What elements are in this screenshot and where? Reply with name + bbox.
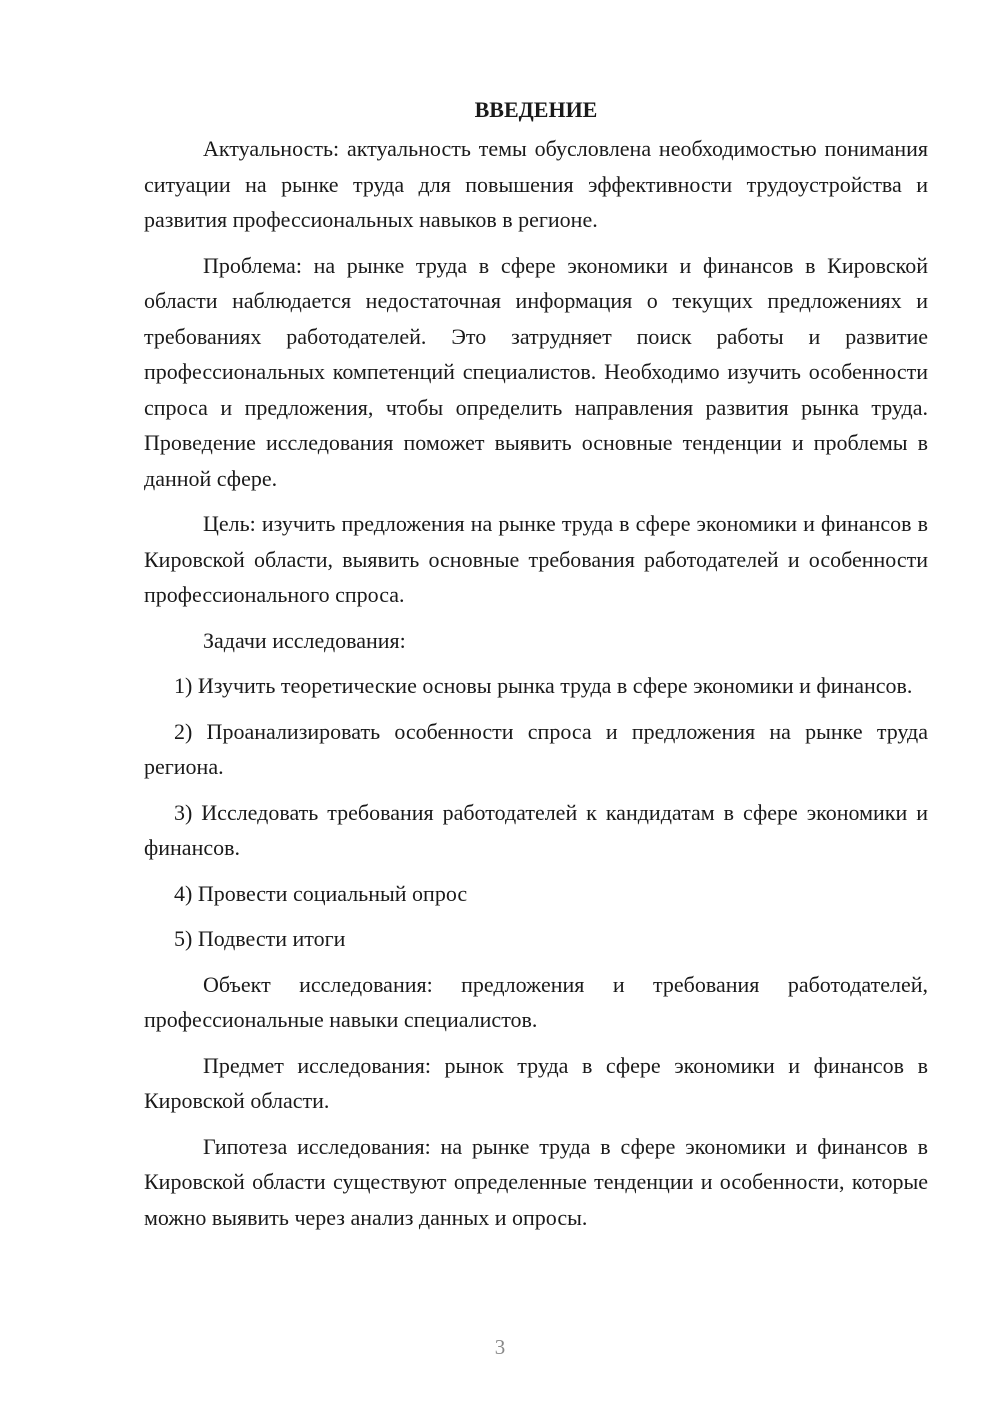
subject-paragraph: Предмет исследования: рынок труда в сфере экономики и финансов в Кировской области. bbox=[144, 1052, 928, 1113]
task-item-5: 5) Подвести итоги bbox=[174, 926, 346, 951]
task-item-4: 4) Провести социальный опрос bbox=[174, 880, 468, 906]
section-title: ВВЕДЕНИЕ bbox=[474, 97, 598, 122]
problem-paragraph: Проблема: на рынке труда в сфере экономики и финансов в Кировской области наблюдается недостаточная информация о текущих предложениях и требованиях работодателей. Это затрудняет поиск работы и развитие профессиональных компетенций специалистов. Необходимо изучить особенности спроса и предложения, чтобы определить направления развития рынка труда. Проведение исследования поможет выявить основные тенденции и проблемы в данной сфере. bbox=[144, 252, 928, 491]
page-number: 3 bbox=[494, 1335, 506, 1359]
task-item-2: 2) Проанализировать особенности спроса и предложения на рынке труда региона. bbox=[144, 718, 928, 779]
relevance-paragraph: Актуальность: актуальность темы обусловлена необходимостью понимания ситуации на рынке труда для повышения эффективности трудоустройства и развития профессиональных навыков в регионе. bbox=[144, 136, 928, 232]
document-page bbox=[144, 95, 928, 1245]
object-paragraph: Объект исследования: предложения и требования работодателей, профессиональные навыки специалистов. bbox=[144, 971, 928, 1032]
goal-paragraph: Цель: изучить предложения на рынке труда в сфере экономики и финансов в Кировской области, выявить основные требования работодателей и особенности профессионального спроса. bbox=[144, 511, 928, 607]
task-item-1: 1) Изучить теоретические основы рынка труда в сфере экономики и финансов. bbox=[174, 673, 913, 698]
tasks-heading: Задачи исследования: bbox=[203, 627, 406, 653]
hypothesis-paragraph: Гипотеза исследования: на рынке труда в сфере экономики и финансов в Кировской области существуют определенные тенденции и особенности, которые можно выявить через анализ данных и опросы. bbox=[144, 1133, 928, 1230]
task-item-3: 3) Исследовать требования работодателей к кандидатам в сфере экономики и финансов. bbox=[144, 799, 928, 860]
